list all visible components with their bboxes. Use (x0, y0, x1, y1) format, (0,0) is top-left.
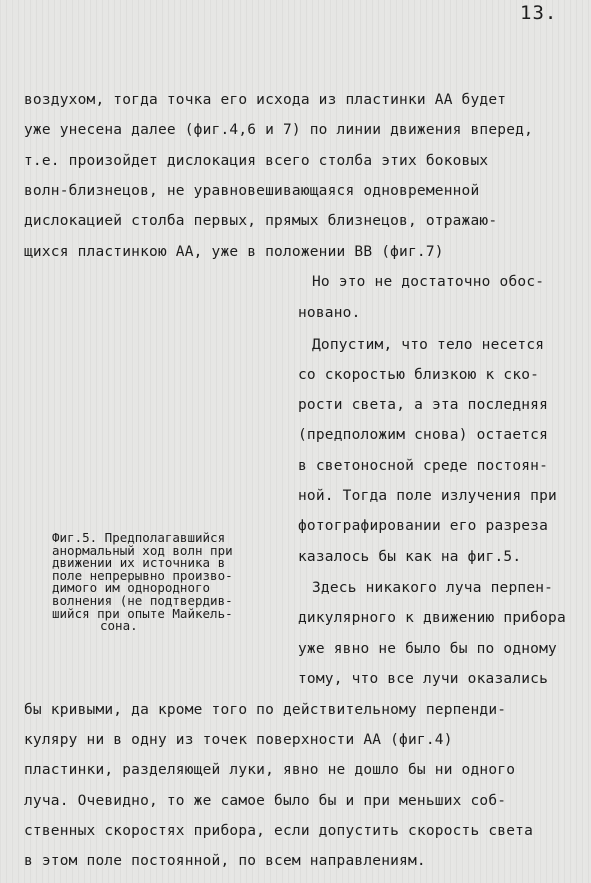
column-text-line: уже явно не было бы по одному (298, 641, 557, 657)
column-text-line: со скоростью близкою к ско- (298, 367, 540, 383)
column-text-line: дикулярного к движению прибора (298, 610, 566, 626)
body-text-line: куляру ни в одну из точек поверхности АА (фиг.4) (24, 732, 453, 748)
column-text-line: в светоносной среде постоян- (298, 458, 549, 474)
caption-line: поле непрерывно произво- (52, 567, 233, 583)
caption-line: волнения (не подтвердив- (52, 592, 233, 608)
body-text-line: луча. Очевидно, то же самое было бы и при меньших соб- (24, 793, 507, 809)
body-text-line: бы кривыми, да кроме того по действительному перпенди- (24, 702, 507, 718)
column-text-line: Здесь никакого луча перпен- (312, 580, 554, 596)
page-number: 13. (520, 2, 558, 24)
body-text-line: ственных скоростях прибора, если допустить скорость света (24, 823, 533, 839)
column-text-line: казалось бы как на фиг.5. (298, 549, 522, 565)
body-text-line: воздухом, тогда точка его исхода из пластинки АА будет (24, 92, 507, 108)
body-text-line: дислокацией столба первых, прямых близнецов, отражаю- (24, 213, 498, 229)
body-text-line: в этом поле постоянной, по всем направлениям. (24, 853, 426, 869)
caption-line: анормальный ход волн при (52, 542, 233, 558)
column-text-line: Допустим, что тело несется (312, 337, 545, 353)
column-text-line: фотографировании его разреза (298, 518, 549, 534)
figure-caption (52, 532, 292, 633)
caption-line: димого им однородного (52, 580, 211, 596)
body-text-line: волн-близнецов, не уравновешивающаяся одновременной (24, 183, 480, 199)
column-text-line: ной. Тогда поле излучения при (298, 488, 557, 504)
column-text-line: тому, что все лучи оказались (298, 671, 549, 687)
caption-line: шийся при опыте Майкель- (52, 605, 233, 621)
body-text-line: т.е. произойдет дислокация всего столба этих боковых (24, 153, 489, 169)
caption-line: Фиг.5. Предполагавшийся (52, 530, 226, 545)
column-text-line: (предположим снова) остается (298, 427, 549, 443)
body-text-line: щихся пластинкою АА, уже в положении ВВ (фиг.7) (24, 244, 444, 260)
caption-line: движении их источника в (52, 555, 226, 571)
column-text-line: новано. (298, 305, 361, 321)
column-text-line: рости света, а эта последняя (298, 397, 549, 413)
body-text-line: уже унесена далее (фиг.4,6 и 7) по линии движения вперед, (24, 122, 533, 138)
body-text-line: пластинки, разделяющей луки, явно не дошло бы ни одного (24, 762, 516, 778)
column-text-line: Но это не достаточно обос- (312, 274, 545, 290)
caption-line: сона. (100, 618, 138, 634)
